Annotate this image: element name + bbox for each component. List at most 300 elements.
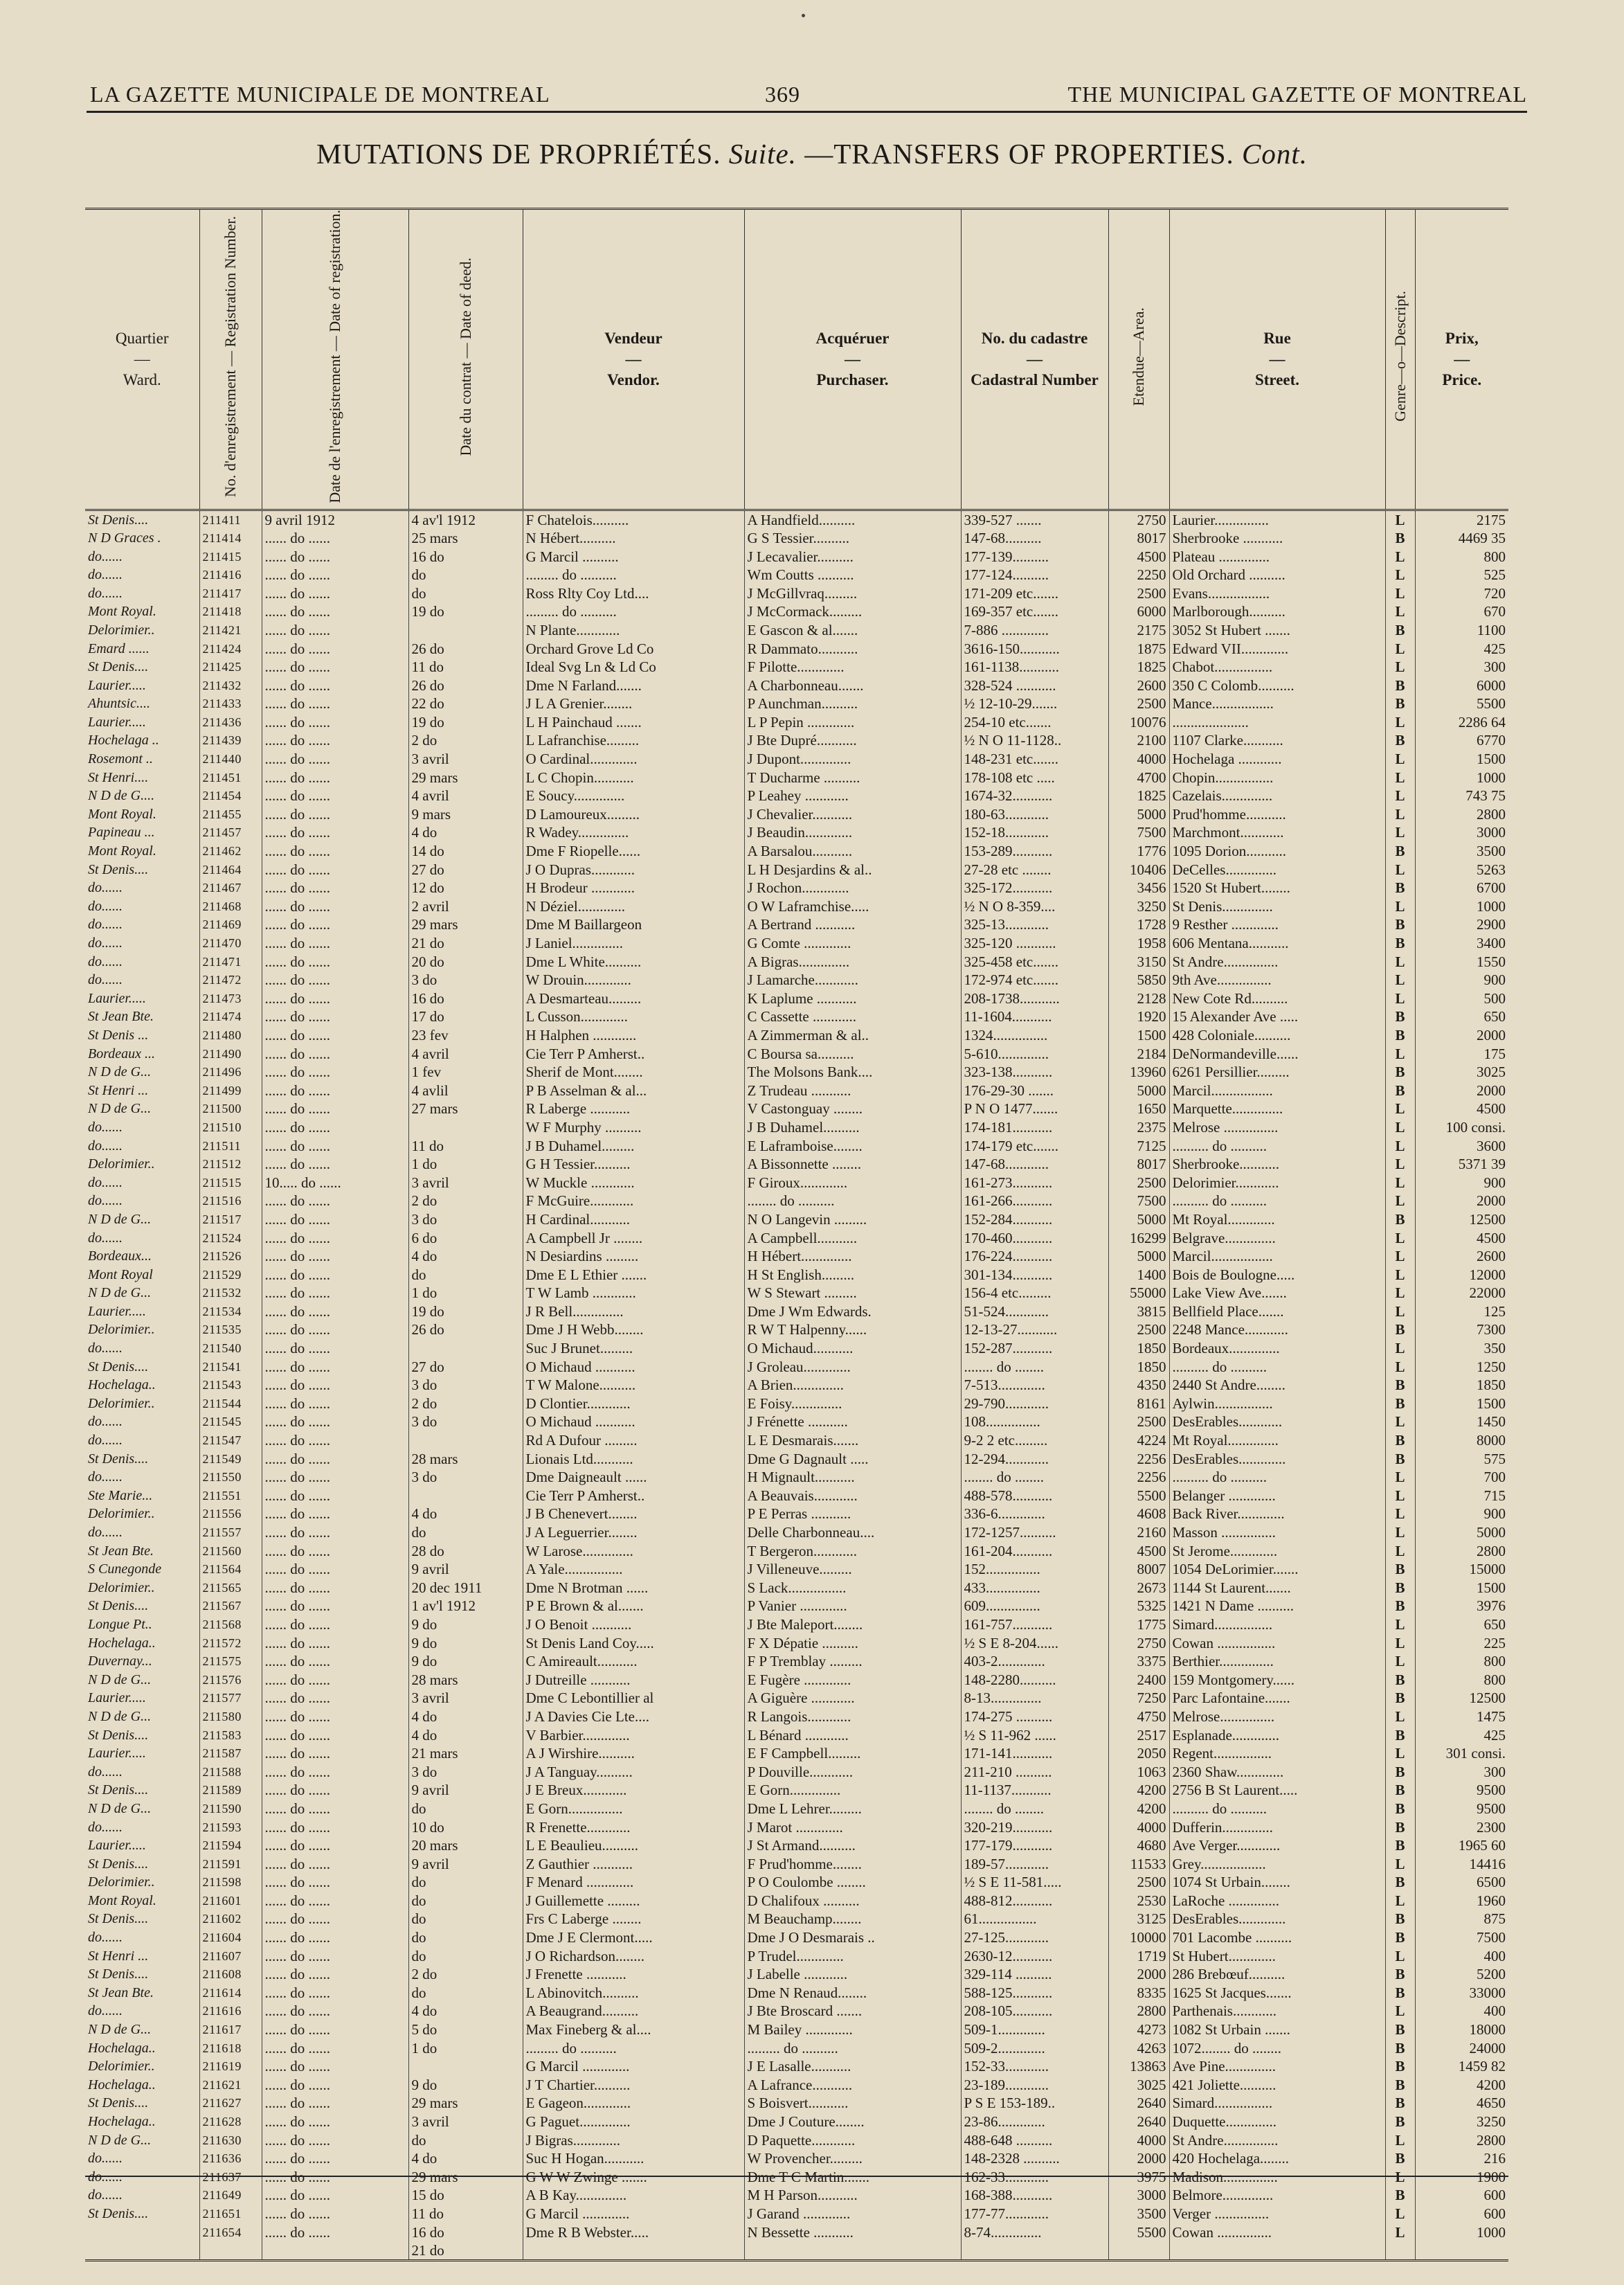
ward-cell: Longue Pt.. (88, 1616, 152, 1632)
street-cell: Bellfield Place....... (1169, 1302, 1385, 1321)
price-cell: 22000 (1415, 1284, 1508, 1302)
vendor-cell: J B Duhamel......... (523, 1136, 744, 1155)
purchaser-cell: A Giguère ............ (744, 1689, 961, 1708)
purchaser-cell: A Handfield.......... (744, 510, 961, 529)
registration-date-cell: ...... do ...... (262, 823, 408, 842)
table-row (85, 1854, 1508, 1873)
price-cell: 301 consi. (1415, 1744, 1508, 1763)
price-cell: 670 (1415, 602, 1508, 621)
street-cell: DesErables............. (1169, 1449, 1385, 1468)
street-cell: DesErables............. (1169, 1910, 1385, 1928)
cadastral-number-cell: 11-1137........... (961, 1781, 1108, 1800)
description-code-cell: B (1385, 1726, 1415, 1744)
street-cell: Sherbrooke ........... (1169, 529, 1385, 548)
table-row (85, 2057, 1508, 2076)
registration-date-cell: ...... do ...... (262, 805, 408, 824)
cadastral-number-cell: 7-513............. (961, 1376, 1108, 1395)
street-cell: Bois de Boulogne..... (1169, 1265, 1385, 1284)
description-code-cell: B (1385, 2149, 1415, 2168)
cadastral-number-cell: ........ do ........ (961, 1800, 1108, 1818)
cadastral-number-cell: ½ S E 8-204...... (961, 1633, 1108, 1652)
area-cell: 2256 (1108, 1468, 1169, 1487)
ward-cell: do...... (88, 1341, 123, 1356)
street-cell: 9th Ave............... (1169, 971, 1385, 989)
registration-date-cell: ...... do ...... (262, 1910, 408, 1928)
registration-number-cell: 211414 (199, 529, 262, 548)
area-cell: 1875 (1108, 639, 1169, 658)
registration-date-cell: ...... do ...... (262, 2057, 408, 2076)
registration-number-cell: 211417 (199, 584, 262, 602)
ward-cell: N D de G.... (88, 788, 155, 804)
description-code-cell: L (1385, 1633, 1415, 1652)
purchaser-cell: J Labelle ............ (744, 1965, 961, 1984)
registration-date-cell: ...... do ...... (262, 2205, 408, 2223)
ward-cell: do...... (88, 917, 123, 933)
area-cell: 8007 (1108, 1560, 1169, 1579)
street-cell: 9 Resther ............. (1169, 915, 1385, 934)
cadastral-number-cell: 178-108 etc ..... (961, 768, 1108, 787)
cadastral-number-cell: 148-2328 .......... (961, 2149, 1108, 2168)
ward-cell: St Denis ... (88, 1027, 149, 1043)
ward-cell: do...... (88, 898, 123, 914)
ward-cell: N D de G... (88, 2132, 152, 2148)
description-code-cell: B (1385, 1670, 1415, 1689)
price-cell: 2286 64 (1415, 713, 1508, 732)
purchaser-cell: A Bertrand ........... (744, 915, 961, 934)
purchaser-cell: J McGillvraq......... (744, 584, 961, 602)
deed-date-cell: 3 do (408, 1413, 523, 1431)
vendor-cell: Dme J H Webb........ (523, 1320, 744, 1339)
description-code-cell: L (1385, 1541, 1415, 1560)
description-code-cell: L (1385, 1523, 1415, 1542)
table-row (85, 1965, 1508, 1984)
table-row (85, 1541, 1508, 1560)
registration-number-cell: 211500 (199, 1100, 262, 1118)
description-code-cell: L (1385, 1118, 1415, 1137)
vendor-cell: J A Leguerrier........ (523, 1523, 744, 1542)
street-cell: 1107 Clarke........... (1169, 731, 1385, 750)
area-cell: 1063 (1108, 1762, 1169, 1781)
vendor-cell: J O Dupras............ (523, 860, 744, 879)
description-code-cell: B (1385, 529, 1415, 548)
street-cell: Mt Royal.............. (1169, 1431, 1385, 1450)
cadastral-number-cell: 168-388........... (961, 2186, 1108, 2205)
cadastral-number-cell: 161-757........... (961, 1615, 1108, 1634)
deed-date-cell: 5 do (408, 2020, 523, 2039)
table-row (85, 1800, 1508, 1818)
registration-date-cell: ...... do ...... (262, 1579, 408, 1597)
purchaser-cell: Z Trudeau ........... (744, 1081, 961, 1100)
registration-date-cell: ...... do ...... (262, 1228, 408, 1247)
cadastral-number-cell: 162-33............ (961, 2168, 1108, 2187)
street-cell: 1054 DeLorimier....... (1169, 1560, 1385, 1579)
table-row (85, 1523, 1508, 1542)
purchaser-cell: J Bte Dupré........... (744, 731, 961, 750)
table-row (85, 2149, 1508, 2168)
vendor-cell: T W Lamb ............ (523, 1284, 744, 1302)
area-cell: 4750 (1108, 1708, 1169, 1726)
registration-number-cell: 211618 (199, 2038, 262, 2057)
street-cell: Parc Lafontaine....... (1169, 1689, 1385, 1708)
registration-date-cell: ...... do ...... (262, 566, 408, 584)
deed-date-cell: 1 av'l 1912 (408, 1597, 523, 1615)
deed-date-cell: 9 avril (408, 1560, 523, 1579)
registration-date-cell: ...... do ...... (262, 1892, 408, 1910)
street-cell: Back River............. (1169, 1505, 1385, 1523)
vendor-cell: W Drouin............. (523, 971, 744, 989)
ward-cell: do...... (88, 1764, 123, 1780)
purchaser-cell: L Bénard ............ (744, 1726, 961, 1744)
deed-date-cell: 10 do (408, 1818, 523, 1836)
table-row (85, 510, 1508, 529)
street-cell: Marchmont............ (1169, 823, 1385, 842)
ward-cell: do...... (88, 880, 123, 896)
price-cell: 1965 60 (1415, 1836, 1508, 1855)
document-title (0, 137, 1624, 170)
street-cell: Ave Pine.............. (1169, 2057, 1385, 2076)
purchaser-cell: R Dammato........... (744, 639, 961, 658)
deed-date-cell: do (408, 1800, 523, 1818)
price-cell: 1500 (1415, 1579, 1508, 1597)
registration-number-cell: 211565 (199, 1579, 262, 1597)
description-code-cell: L (1385, 2002, 1415, 2020)
registration-date-cell: ...... do ...... (262, 1652, 408, 1671)
registration-date-cell: ...... do ...... (262, 1541, 408, 1560)
vendor-cell: Max Fineberg & al.... (523, 2020, 744, 2039)
purchaser-cell: J Marot ............. (744, 1818, 961, 1836)
vendor-cell: Rd A Dufour ......... (523, 1431, 744, 1450)
title-en-cont: Cont. (1242, 138, 1308, 170)
purchaser-cell: M Bailey ............. (744, 2020, 961, 2039)
street-cell: Hochelaga ............ (1169, 750, 1385, 769)
registration-number-cell: 211567 (199, 1597, 262, 1615)
vendor-cell: Orchard Grove Ld Co (523, 639, 744, 658)
vendor-cell: J Bigras............. (523, 2131, 744, 2149)
table-row (85, 1376, 1508, 1395)
description-code-cell: L (1385, 584, 1415, 602)
registration-date-cell: ...... do ...... (262, 2186, 408, 2205)
cadastral-number-cell: 488-812........... (961, 1892, 1108, 1910)
purchaser-cell: W Provencher......... (744, 2149, 961, 2168)
price-cell: 500 (1415, 989, 1508, 1008)
registration-number-cell: 211499 (199, 1081, 262, 1100)
area-cell: 2256 (1108, 1449, 1169, 1468)
purchaser-cell: H St English......... (744, 1265, 961, 1284)
area-cell: 4700 (1108, 768, 1169, 787)
street-cell: 286 Brebœuf.......... (1169, 1965, 1385, 1984)
registration-date-cell: ...... do ...... (262, 2094, 408, 2113)
street-cell: Masson ............... (1169, 1523, 1385, 1542)
registration-number-cell: 211549 (199, 1449, 262, 1468)
registration-date-cell: ...... do ...... (262, 1946, 408, 1965)
street-cell: Simard................ (1169, 2094, 1385, 2113)
table-row (85, 1560, 1508, 1579)
price-cell: 2000 (1415, 1192, 1508, 1210)
street-cell: Sherbrooke........... (1169, 1155, 1385, 1174)
ward-cell: Mont Royal. (88, 604, 156, 620)
area-cell: 3975 (1108, 2168, 1169, 2187)
ward-cell: Laurier..... (88, 1303, 146, 1319)
price-cell: 4650 (1415, 2094, 1508, 2113)
purchaser-cell: O Michaud........... (744, 1339, 961, 1358)
registration-date-cell: ...... do ...... (262, 1615, 408, 1634)
description-code-cell: L (1385, 897, 1415, 916)
vendor-cell: O Cardinal............. (523, 750, 744, 769)
ward-cell: N D de G... (88, 1672, 152, 1687)
deed-date-cell: 2 do (408, 1395, 523, 1413)
registration-date-cell: ...... do ...... (262, 1395, 408, 1413)
deed-date-cell: 26 do (408, 1320, 523, 1339)
title-fr-suite: Suite. (728, 138, 797, 170)
ward-cell: St Denis.... (88, 1598, 149, 1614)
purchaser-cell: C Boursa sa.......... (744, 1044, 961, 1063)
registration-number-cell: 211627 (199, 2094, 262, 2113)
purchaser-cell: P O Coulombe ........ (744, 1873, 961, 1892)
street-cell: Marcil................. (1169, 1247, 1385, 1266)
area-cell: 4200 (1108, 1800, 1169, 1818)
table-row (85, 2205, 1508, 2223)
street-cell: 701 Lacombe .......... (1169, 1928, 1385, 1947)
ward-cell: St Denis.... (88, 1782, 149, 1798)
deed-date-cell: 4 avril (408, 787, 523, 805)
cadastral-number-cell: 336-6............. (961, 1505, 1108, 1523)
area-cell: 2640 (1108, 2094, 1169, 2113)
street-cell: 350 C Colomb.......... (1169, 676, 1385, 695)
registration-date-cell: ...... do ...... (262, 2076, 408, 2095)
cadastral-number-cell: 325-172........... (961, 879, 1108, 897)
street-cell: Grey.................. (1169, 1854, 1385, 1873)
price-cell: 1500 (1415, 1395, 1508, 1413)
vendor-cell: R Frenette............ (523, 1818, 744, 1836)
registration-number-cell: 211424 (199, 639, 262, 658)
cadastral-number-cell: 152-33............ (961, 2057, 1108, 2076)
registration-number-cell: 211601 (199, 1892, 262, 1910)
description-code-cell: L (1385, 1173, 1415, 1192)
description-code-cell: L (1385, 860, 1415, 879)
price-cell: 175 (1415, 1044, 1508, 1063)
deed-date-cell: do (408, 1892, 523, 1910)
table-row (85, 842, 1508, 861)
purchaser-cell: A Bigras.............. (744, 952, 961, 971)
street-cell: Evans................. (1169, 584, 1385, 602)
area-cell: 2500 (1108, 1320, 1169, 1339)
cadastral-number-cell: 11-1604........... (961, 1007, 1108, 1026)
price-cell: 900 (1415, 1505, 1508, 1523)
registration-date-cell: ...... do ...... (262, 639, 408, 658)
cadastral-number-cell (961, 2241, 1108, 2261)
registration-number-cell: 211462 (199, 842, 262, 861)
cadastral-number-cell: 403-2............. (961, 1652, 1108, 1671)
deed-date-cell: 1 do (408, 2038, 523, 2057)
col-vendor-header: Vendeur — Vendor. (523, 209, 744, 510)
vendor-cell: J E Breux............ (523, 1781, 744, 1800)
description-code-cell: L (1385, 787, 1415, 805)
col-regdate-header: Date de l'enregistrement — Date of registration. (262, 209, 408, 510)
deed-date-cell: 17 do (408, 1007, 523, 1026)
ink-dot (802, 14, 805, 17)
price-cell: 2000 (1415, 1081, 1508, 1100)
ward-cell: do...... (88, 2151, 123, 2167)
deed-date-cell: 14 do (408, 842, 523, 861)
vendor-cell: St Denis Land Coy..... (523, 1633, 744, 1652)
registration-date-cell: ...... do ...... (262, 1928, 408, 1947)
purchaser-cell: V Castonguay ........ (744, 1100, 961, 1118)
vendor-cell: L E Beaulieu.......... (523, 1836, 744, 1855)
cadastral-number-cell: 177-77............ (961, 2205, 1108, 2223)
registration-date-cell: ...... do ...... (262, 1007, 408, 1026)
description-code-cell: B (1385, 1449, 1415, 1468)
ward-cell: St Jean Bte. (88, 1984, 154, 2000)
cadastral-number-cell: 174-181........... (961, 1118, 1108, 1137)
ward-cell: do...... (88, 1230, 123, 1246)
registration-date-cell: ...... do ...... (262, 584, 408, 602)
registration-number-cell: 211621 (199, 2076, 262, 2095)
registration-number-cell: 211526 (199, 1247, 262, 1266)
vendor-cell: E Gageon............. (523, 2094, 744, 2113)
deed-date-cell: 9 avril (408, 1854, 523, 1873)
purchaser-cell: Dme J Couture........ (744, 2113, 961, 2131)
street-cell: 2440 St Andre........ (1169, 1376, 1385, 1395)
price-cell: 1500 (1415, 750, 1508, 769)
table-row (85, 1155, 1508, 1174)
area-cell: 5000 (1108, 1081, 1169, 1100)
area-cell: 4200 (1108, 1781, 1169, 1800)
ward-cell: do...... (88, 2003, 123, 2019)
vendor-cell: W Larose.............. (523, 1541, 744, 1560)
street-cell: Duquette.............. (1169, 2113, 1385, 2131)
ward-cell: Ste Marie... (88, 1487, 153, 1503)
cadastral-number-cell: 172-974 etc....... (961, 971, 1108, 989)
street-cell: Old Orchard .......... (1169, 566, 1385, 584)
area-cell: 2000 (1108, 2149, 1169, 2168)
street-cell: .......... do .......... (1169, 1468, 1385, 1487)
cadastral-number-cell: 108............... (961, 1413, 1108, 1431)
vendor-cell: R Wadey.............. (523, 823, 744, 842)
purchaser-cell: J Chevalier........... (744, 805, 961, 824)
registration-date-cell: ...... do ...... (262, 1376, 408, 1395)
description-code-cell: L (1385, 1228, 1415, 1247)
purchaser-cell: Dme G Dagnault ..... (744, 1449, 961, 1468)
price-cell: 2000 (1415, 1026, 1508, 1045)
deed-date-cell: 9 do (408, 1615, 523, 1634)
ward-cell: St Denis.... (88, 512, 149, 528)
vendor-cell: J L A Grenier........ (523, 695, 744, 713)
ward-cell: do...... (88, 2169, 123, 2185)
registration-date-cell: ...... do ...... (262, 1597, 408, 1615)
registration-date-cell: ...... do ...... (262, 1487, 408, 1505)
registration-number-cell: 211564 (199, 1560, 262, 1579)
deed-date-cell: 4 do (408, 1505, 523, 1523)
vendor-cell: L H Painchaud ....... (523, 713, 744, 732)
price-cell: 4469 35 (1415, 529, 1508, 548)
registration-number-cell: 211433 (199, 695, 262, 713)
street-cell: Lake View Ave....... (1169, 1284, 1385, 1302)
registration-date-cell: ...... do ...... (262, 915, 408, 934)
purchaser-cell: J B Duhamel.......... (744, 1118, 961, 1137)
ward-cell: do...... (88, 585, 123, 601)
registration-number-cell: 211490 (199, 1044, 262, 1063)
area-cell (1108, 2241, 1169, 2261)
col-price-header: Prix, — Price. (1415, 209, 1508, 510)
table-row (85, 1928, 1508, 1947)
vendor-cell: Dme Daigneault ...... (523, 1468, 744, 1487)
street-cell: Madison............... (1169, 2168, 1385, 2187)
cadastral-number-cell: 2630-12........... (961, 1946, 1108, 1965)
vendor-cell: Suc J Brunet......... (523, 1339, 744, 1358)
price-cell: 100 consi. (1415, 1118, 1508, 1137)
purchaser-cell: J E Lasalle........... (744, 2057, 961, 2076)
price-cell: 2900 (1415, 915, 1508, 934)
purchaser-cell: J Garand ............. (744, 2205, 961, 2223)
cadastral-number-cell: 208-105........... (961, 2002, 1108, 2020)
registration-number-cell: 211480 (199, 1026, 262, 1045)
area-cell: 5500 (1108, 1487, 1169, 1505)
description-code-cell: B (1385, 2076, 1415, 2095)
price-cell: 216 (1415, 2149, 1508, 2168)
description-code-cell: L (1385, 1247, 1415, 1266)
vendor-cell: Dme F Riopelle...... (523, 842, 744, 861)
price-cell: 1475 (1415, 1708, 1508, 1726)
price-cell: 800 (1415, 1652, 1508, 1671)
deed-date-cell: 20 do (408, 952, 523, 971)
registration-date-cell: ...... do ...... (262, 1468, 408, 1487)
ward-cell: N D de G... (88, 1708, 152, 1724)
registration-date-cell: ...... do ...... (262, 2168, 408, 2187)
area-cell: 5325 (1108, 1597, 1169, 1615)
ward-cell: do...... (88, 1819, 123, 1835)
table-row (85, 1136, 1508, 1155)
vendor-cell: J O Benoit ........... (523, 1615, 744, 1634)
registration-date-cell: ...... do ...... (262, 1136, 408, 1155)
street-cell: St Denis.............. (1169, 897, 1385, 916)
description-code-cell: L (1385, 1357, 1415, 1376)
vendor-cell: G Marcil ............. (523, 2057, 744, 2076)
description-code-cell: B (1385, 1818, 1415, 1836)
area-cell: 11533 (1108, 1854, 1169, 1873)
area-cell: 2000 (1108, 1965, 1169, 1984)
registration-number-cell: 211541 (199, 1357, 262, 1376)
price-cell: 12500 (1415, 1689, 1508, 1708)
description-code-cell: L (1385, 989, 1415, 1008)
purchaser-cell: H Hébert.............. (744, 1247, 961, 1266)
ward-cell (85, 2223, 199, 2241)
area-cell: 4500 (1108, 1541, 1169, 1560)
registration-date-cell: ...... do ...... (262, 2113, 408, 2131)
street-cell: 6261 Persillier......... (1169, 1063, 1385, 1082)
registration-number-cell: 211544 (199, 1395, 262, 1413)
registration-number-cell: 211547 (199, 1431, 262, 1450)
area-cell: 7500 (1108, 1192, 1169, 1210)
purchaser-cell: E Foisy.............. (744, 1395, 961, 1413)
registration-number-cell: 211576 (199, 1670, 262, 1689)
cadastral-number-cell: 12-294............ (961, 1449, 1108, 1468)
cadastral-number-cell: 169-357 etc....... (961, 602, 1108, 621)
description-code-cell: L (1385, 750, 1415, 769)
deed-date-cell: 1 do (408, 1155, 523, 1174)
vendor-cell: N Plante............ (523, 621, 744, 640)
registration-number-cell: 211534 (199, 1302, 262, 1321)
purchaser-cell: Dme N Renaud........ (744, 1984, 961, 2002)
purchaser-cell: T Bergeron............ (744, 1541, 961, 1560)
ward-cell: Laurier..... (88, 1690, 146, 1706)
street-cell: Delorimier............ (1169, 1173, 1385, 1192)
deed-date-cell: 29 mars (408, 768, 523, 787)
vendor-cell: L Abinovitch.......... (523, 1984, 744, 2002)
registration-number-cell: 211628 (199, 2113, 262, 2131)
street-cell: Verger ............... (1169, 2205, 1385, 2223)
purchaser-cell: E Gascon & al....... (744, 621, 961, 640)
deed-date-cell: 29 mars (408, 915, 523, 934)
